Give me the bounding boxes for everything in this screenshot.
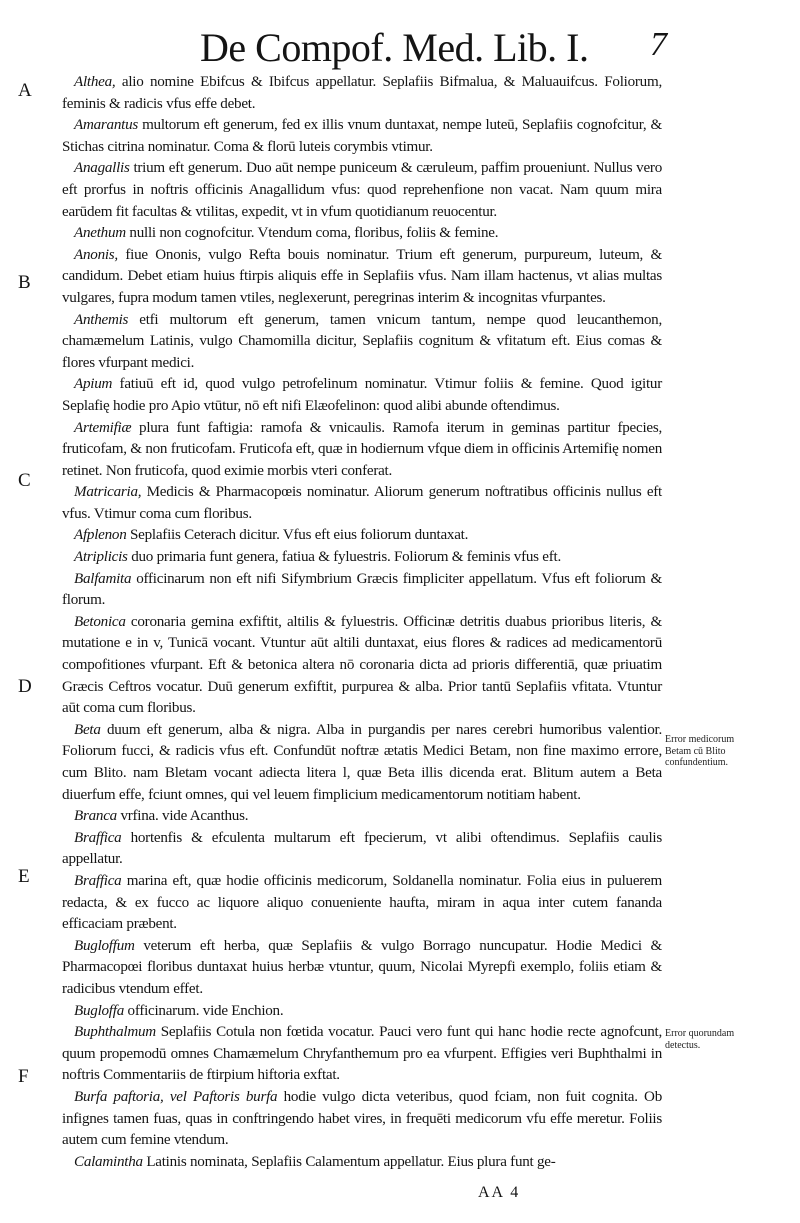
margin-note: Error medicorum Betam cū Blito confundentium. <box>665 734 735 768</box>
entry-balsamita <box>62 569 662 612</box>
entry-text: Seplafiis Cotula non fœtida vocatur. Pauci vero funt qui hanc hodie recte agnofcunt, quum propemodū omnes Chamæmelum Chryfanthemum pro ea vfurpent. Effigies veri Buphthalmi in noftris Commentariis de ftirpium hiftoria exftat. <box>62 1024 662 1084</box>
entry-headword: Apium <box>74 376 113 393</box>
entry-betonica <box>62 612 662 720</box>
entry-atriplex <box>62 547 662 569</box>
entry-brassica-marina <box>62 871 662 936</box>
entry-text: officinarum. vide Enchion. <box>124 1002 284 1019</box>
entry-text: fiue Ononis, vulgo Refta bouis nominatur. Trium eft generum, purpureum, luteum, & candidum. Debet etiam huius ftirpis aliquis effe in Seplafiis vfus. Nam illam hactenus, vt alias multas vulgares, fupra modum tamen vtiles, neglexerunt, peregrinas interim & incognitas vfurpantes. <box>62 246 662 306</box>
section-letter: A <box>18 80 32 101</box>
entry-text: hodie vulgo dicta veteribus, quod fciam, non fuit cognita. Ob infignes tamen fuas, quas in conftringendo habet vires, in frequēti medicorum vfu effe meretur. Foliis autem cum femine vtendum. <box>62 1088 662 1149</box>
entry-matricaria <box>62 482 662 525</box>
entry-headword: Betonica <box>74 613 126 630</box>
entry-headword: Branca <box>74 808 117 825</box>
entry-branca <box>62 806 662 828</box>
entry-headword: Balfamita <box>74 570 132 587</box>
running-head: De Compof. Med. Lib. I. <box>200 25 589 70</box>
entry-headword: Matricaria, <box>74 484 142 501</box>
entry-anethum <box>62 223 662 245</box>
section-letter: B <box>18 272 31 293</box>
entry-text: multorum eft generum, fed ex illis vnum duntaxat, nempe luteū, Seplafiis cognofcitur, & Stichas citrina nominatur. Coma & florū luteis corymbis vtimur. <box>62 117 662 155</box>
entry-headword: Bugloffum <box>74 937 135 954</box>
entry-headword: Beta <box>74 721 101 738</box>
entry-headword: Buphthalmum <box>74 1024 156 1041</box>
entry-buglossum <box>62 936 662 1001</box>
entry-text: fatiuū eft id, quod vulgo petrofelinum nominatur. Vtimur foliis & femine. Quod igitur Seplafię hodie pro Apio vtūtur, nō eft nifi Elæofelinon: quod alibi abunde oftendimus. <box>62 376 662 414</box>
section-letter: C <box>18 470 31 491</box>
section-letter: D <box>18 676 32 697</box>
entry-anthemis <box>62 310 662 375</box>
entry-text: veterum eft herba, quæ Seplafiis & vulgo Borrago nuncupatur. Hodie Medici & Pharmacopœi floribus duntaxat huius herbæ vtuntur, quum, Nicolai Myrepfi exemplo, foliis etiam & radicibus vtendum effet. <box>62 937 662 997</box>
entry-althea <box>62 72 662 115</box>
entry-text: coronaria gemina exfiftit, altilis & fyluestris. Officinæ detritis duabus prioribus literis, & mutatione e in v, Tunicā vocant. Vtuntur aūt altili duntaxat, eius flores & radices ad medicamentorū compofitiones vfurpant. Eft & betonica altera nō coronaria dicta ad prioris differentiā, quæ priuatim Græcis Ceftros vocatur. Duū generum exfiftit, purpurea & alba. Prior tantū Seplafiis vfitata. Vtuntur aūt coma cum floribus. <box>62 613 662 717</box>
entry-headword: Anthemis <box>74 311 129 328</box>
entry-apium <box>62 374 662 417</box>
entry-headword: Althea, <box>74 74 116 90</box>
entry-brassica-hortensis <box>62 828 662 871</box>
entry-bursa-pastoria <box>62 1087 662 1152</box>
entry-text: Medicis & Pharmacopœis nominatur. Aliorum generum noftratibus officinis nullus eft vfus. Vtimur coma cum floribus. <box>62 484 662 522</box>
entry-headword: Atriplicis <box>74 549 128 566</box>
margin-note: Error quorundam detectus. <box>665 1028 735 1051</box>
entry-text: trium eft generum. Duo aūt nempe puniceum & cæruleum, paffim proueniunt. Nullus vero eft prorfus in noftris officinis Anagallidum vfus: quod reprehenfione non vacat. Nam quum mira earūdem fit facultas & vtilitas, expedit, vt in vfum quotidianum reuocentur. <box>62 160 662 220</box>
entry-text: vrfina. vide Acanthus. <box>116 808 249 825</box>
entry-text: nulli non cognofcitur. Vtendum coma, floribus, foliis & femine. <box>125 225 499 242</box>
section-letter: F <box>18 1066 29 1087</box>
entry-text: marina eft, quæ hodie officinis medicorum, Soldanella nominatur. Folia eius in puluerem redacta, & ex fucco ac liquore aliquo conueniente haufta, miram in aqua inter cutem fananda efficaciam præbent. <box>62 872 662 933</box>
entry-calamintha <box>62 1152 662 1174</box>
entry-anonis <box>62 245 662 310</box>
entry-text: hortenfis & efculenta multarum eft fpecierum, vt alibi oftendimus. Seplafiis caulis appellatur. <box>62 829 662 868</box>
entry-headword: Anethum <box>74 225 126 242</box>
entry-headword: Artemifiæ <box>74 419 132 436</box>
entry-buphthalmum <box>62 1022 662 1087</box>
entry-text: officinarum non eft nifi Sifymbrium Græcis fimpliciter appellatum. Vfus eft foliorum & florum. <box>62 570 662 609</box>
entry-text: Latinis nominata, Seplafiis Calamentum appellatur. Eius plura funt ge- <box>142 1153 556 1170</box>
entry-headword: Burfa paftoria, vel Paftoris burfa <box>74 1088 278 1105</box>
entry-headword: Bugloffa <box>74 1002 124 1019</box>
entry-text: duum eft generum, alba & nigra. Alba in purgandis per nares cerebri humoribus valentior. Foliorum fucci, & radicis vfus eft. Confundūt noftræ ætatis Medici Betam, non fine maximo errore, cum Blito. nam Bletam vocant adiecta litera l, quæ Beta illis dicenda erat. Blitum autem a Beta diuerfum effe, fciunt omnes, qui vel leuem fimplicium medicamentorum notitiam habent. <box>62 721 662 803</box>
entry-text: etfi multorum eft generum, tamen vnicum tantum, nempe quod leucanthemon, chamæmelum Latinis, vulgo Chamomilla dicitur, Seplafiis cognitum & vfitatum eft. Eius comas & flores vfurpant medici. <box>62 311 662 371</box>
entry-text: plura funt faftigia: ramofa & vnicaulis. Ramofa iterum in geminas partitur fpecies, fruticofam, & non fruticofam. Fruticofa eft, quæ in hodiernum vfque diem in officinis Artemifię nomen retinet. Non fruticofa, quod eximie morbis vteri conferat. <box>62 419 662 479</box>
entry-text: Seplafiis Ceterach dicitur. Vfus eft eius foliorum duntaxat. <box>126 527 469 544</box>
signature-mark: AA 4 <box>478 1184 521 1201</box>
entry-text: alio nomine Ebifcus & Ibifcus appellatur. Seplafiis Bifmalua, & Maluauifcus. Foliorum, feminis & radicis vfus effe debet. <box>62 74 662 112</box>
body-text <box>62 72 662 1173</box>
entry-headword: Anonis, <box>74 246 118 263</box>
section-letter: E <box>18 866 30 887</box>
entry-headword: Braffica <box>74 829 122 846</box>
entry-headword: Amarantus <box>74 117 138 134</box>
entry-beta <box>62 720 662 806</box>
entry-artemisia <box>62 418 662 483</box>
entry-buglossa <box>62 1001 662 1023</box>
entry-headword: Anagallis <box>74 160 130 177</box>
entry-amarantus <box>62 115 662 158</box>
entry-headword: Calamintha <box>74 1153 143 1170</box>
entry-headword: Braffica <box>74 872 122 889</box>
page-number: 7 <box>650 26 667 63</box>
entry-headword: Afplenon <box>74 527 127 544</box>
entry-anagallis <box>62 158 662 223</box>
entry-text: duo primaria funt genera, fatiua & fyluestris. Foliorum & feminis vfus eft. <box>127 549 561 566</box>
entry-asplenon <box>62 525 662 547</box>
